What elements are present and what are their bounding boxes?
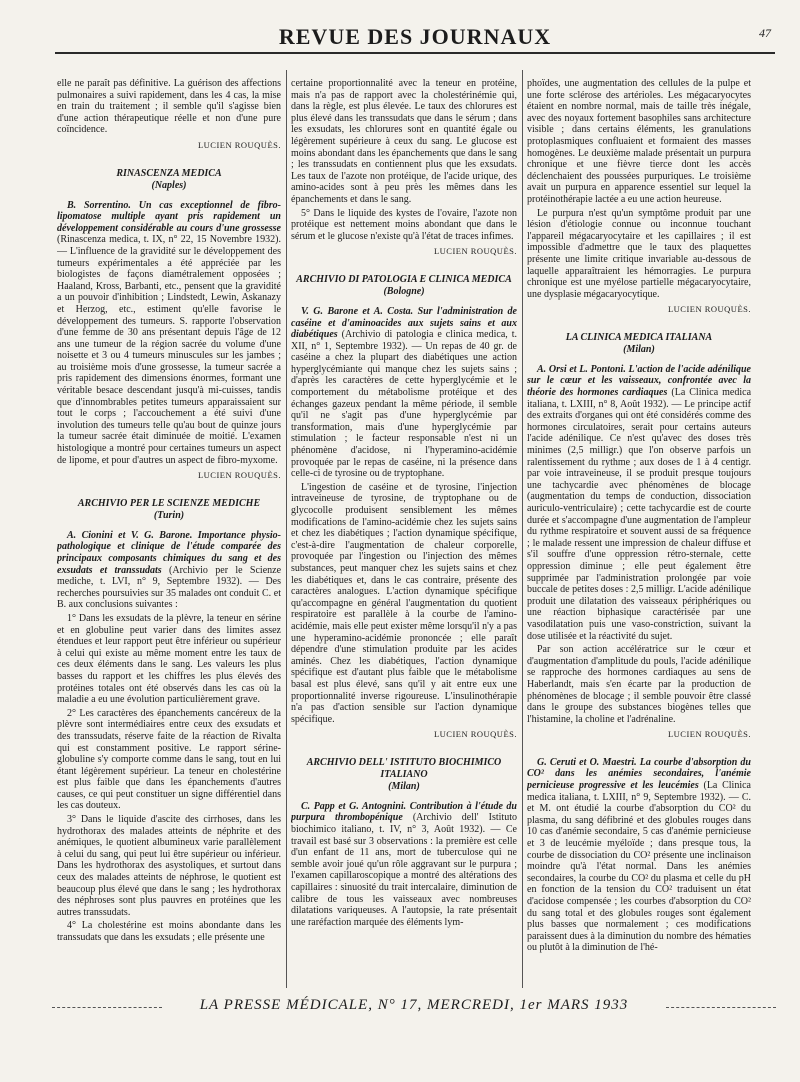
paragraph: 1° Dans les exsudats de la plèvre, la teneur en sérine et en globuline peut varier dans des limites assez étendues et leur rapport peut être inférieur ou supérieur à celui qui existe au même moment entre les taux de ces deux éléments dans le sang. Les valeurs les plus basses du rapport et les chiffres les plus élevés des protéines totales ont été observés dans les cas où la maladie a eu une évolution particulièrement grave. [57,612,281,706]
article-paragraph [57,530,281,611]
article-text: (Archivio dell' Istituto biochimico italiano, t. IV, n° 3, Août 1932). — Ce travail est basé sur 3 observations : la première est celle d'un enfant de 11 ans, mort de tuberculose qui ne semble avoir joué qu'un rôle aggravant sur le purpura ; l'examen capillaroscopique a montré des altérations des capillaires : sinuosité du trait intercalaire, diminution de calibre de tous les vaisseaux avec nombreuses dilatations variqueuses. A l'autopsie, la rate présentait une raréfaction marquée des éléments lym- [291,812,517,928]
article-paragraph [527,757,751,954]
page-footer [52,997,776,1017]
article-title: G. Ceruti et O. Maestri. La courbe d'absorption du CO² dans les anémies secondaires, l'anémie pernicieuse progressive et les leucémies [527,756,751,792]
article-paragraph [291,306,517,480]
page-number: 47 [759,26,771,40]
column-3 [527,78,751,986]
journal-city: (Milan) [388,780,420,792]
journal-city: (Turin) [153,509,185,521]
journal-city: (Bologne) [383,285,425,297]
author-signature: LUCIEN ROUQUÈS. [667,729,751,740]
article-title: A. Cionini et V. G. Barone. Importance physio-pathologique et clinique de l'étude comparée des principaux composants chimiques du sang et des exsudats et transsudats [57,529,281,576]
journal-heading: LA CLINICA MEDICA ITALIANA [565,331,713,343]
article-text: (Rinascenza medica, t. IX, n° 22, 15 Novembre 1932). — L'influence de la gravidité sur le développement des tumeurs expérimentales a été appréciée par les biologistes de façons diamétralement opposées ; Haaland, Kross, Barbanti, etc., pensent que la gravidité a un pouvoir d'inhibition ; Lindstedt, Lewin, Askanazy et Herzog, etc., estiment qu'elle favorise le développement des tumeurs. S. rapporte l'observation d'une femme de 30 ans présentant depuis l'âge de 12 ans une tumeur de la région sacrée du volume d'une noisette et 3 ou 4 tumeurs minuscules sur les jambes ; au troisième mois d'une grossesse, la tumeur sacrée a pris rapidement des dimensions énormes, formant une véritable besace descendant jusqu'à mi-cuisses, tandis que d'innombrables petites tumeurs apparaissaient sur tout le corps ; l'accouchement a été suivi d'une involution des tumeurs telle qu'au bout de quinze jours la tumeur sacrée était diminuée de moitié. L'examen histologique a montré pour certaines tumeurs un aspect de lipome, et pour d'autres un aspect de fibro-myxome. [57,234,281,466]
article-title: B. Sorrentino. Un cas exceptionnel de fibro-lipomatose multiple ayant pris rapidement un développement considérable au cours d'une grossesse [57,199,281,234]
article-paragraph [291,801,517,929]
column-2 [291,78,517,986]
journal-section-title: REVUE DES JOURNAUX [278,24,552,49]
article-title: C. Papp et G. Antognini. Contribution à l'étude du purpura thrombopénique [291,800,517,824]
paragraph: elle ne paraît pas définitive. La guérison des affections pulmonaires a suivi rapidement, dans les 4 cas, la mise en train du traitement ; il semble qu'il s'agisse bien d'une action thérapeutique réelle et non d'une pure coïncidence. [57,78,281,136]
column-1 [57,78,281,986]
author-signature: LUCIEN ROUQUÈS. [667,304,751,315]
article-paragraph [57,200,281,467]
journal-city: (Milan) [623,343,655,355]
paragraph: 4° La cholestérine est moins abondante dans les transsudats que dans les exsudats ; elle présente une [57,920,281,943]
article-title: A. Orsi et L. Pontoni. L'action de l'acide adénilique sur le cœur et les vaisseaux, confrontée avec la théorie des hormones cardiaques [527,363,751,399]
author-signature: LUCIEN ROUQUÈS. [197,139,281,150]
author-signature: LUCIEN ROUQUÈS. [433,246,517,257]
paragraph: 2° Les caractères des épanchements cancéreux de la plèvre sont intermédiaires entre ceux des exsudats et des transsudats, réserve faite de la réaction de Rivalta qui est constamment positive. Le rapport sérine-globuline s'y comporte comme dans le sang, tout en lui étant légèrement supérieur. La teneur en cholestérine est plus faible que dans les épanchements d'autres causes, ce qui peut constituer un signe différentiel dans les cas douteux. [57,707,281,812]
paragraph: 5° Dans le liquide des kystes de l'ovaire, l'azote non protéique est nettement moins abondant que dans le sérum et le glucose n'existe qu'à l'état de traces infimes. [291,207,517,242]
journal-city: (Naples) [151,179,187,191]
publication-line: LA PRESSE MÉDICALE, N° 17, MERCREDI, 1er MARS 1933 [199,997,629,1013]
article-text: (Archivio di patologia e clinica medica, t. XII, n° 1, Septembre 1932). — Un repas de 40 gr. de caséine a chez la plupart des diabétiques une action hyperglycémiante qui manque chez les sujets sains ; d'après les caractères de cette hyperglycémie et le comportement du métabolisme protéique et des échanges gazeux pendant la même période, il semble qu'il ne s'agit pas d'une hyperglycémie par transformation, mais d'une hyperglycémie par stimulation ; le facteur responsable n'est ni un phénomène d'acidose, ni l'hyperamino-acidémie provoquée par le repas de caséine, ni la présence dans celle-ci de tyrosine ou de tryptophane. [291,329,517,480]
journal-heading: ARCHIVIO DI PATOLOGIA E CLINICA MEDICA [296,273,512,285]
article-paragraph [527,364,751,642]
paragraph: certaine proportionnalité avec la teneur en protéine, mais n'a pas de rapport avec la cholestérinémie qui, dans la règle, est plus élevée. Le taux des chlorures est plus élevé dans les transsudats que dans le sérum ; dans les exsudats, les chlorures sont en quantité égale ou légèrement supérieure à ceux du sang. Le glucose est moins abondant dans les épanchements que dans le sang ; les transsudats en contiennent plus que les exsudats. Les taux de l'azote non protéique, de l'acide urique, des amino-acides sont à peu près les mêmes dans les épanchements et dans le sang. [291,78,517,205]
author-signature: LUCIEN ROUQUÈS. [433,729,517,740]
journal-heading: RINASCENZA MEDICA [116,167,222,179]
journal-heading: ARCHIVIO DELL' ISTITUTO BIOCHIMICO ITALIANO [306,756,502,780]
paragraph: Le purpura n'est qu'un symptôme produit par une lésion d'étiologie connue ou inconnue touchant l'appareil mégacaryocytaire et les capillaires ; il est impossible d'admettre que le taux des plaquettes présente une limite critique invariable au-dessous de laquelle apparaîtraient les hémorragies. Le purpura chronique est une myélose partielle mégacaryocytaire, une dysplasie mégacaryocytique. [527,207,751,300]
article-text: (La Clinica medica italiana, t. LXIII, n° 8, Août 1932). — Le principe actif des extraits d'organes qui ont été considérés comme des hormones circulatoires, serait pour certains auteurs l'acide adénilique. Ce n'est qu'avec des doses très minimes (2,5 milligr.) que l'on observe parfois un ralentissement du rythme ; aux doses de 1 à 4 centigr. par voie intraveineuse, il se produit presque toujours une tachycardie avec phénomènes de blocage (augmentation du temps de conduction, dissociation auriculo-ventriculaire) ; cette tachycardie est de courte durée et s'accompagne d'une augmentation de l'ampleur du rythme respiratoire et souvent aussi de sa fréquence ; le malade ressent une impression de chaleur diffuse et s'il souffre d'une oppression rétro-sternale, cette oppression diminue ; elle peut également être supprimée par l'administration prolongée par voie buccale de petites doses : 2,5 milligr. L'acide adénilique produit une dilatation des vaisseaux périphériques ou une réaction biphasique caractérisée par une vasodilatation puis une vaso-constriction, suivant la dose utilisée et la réactivité du sujet. [527,387,751,642]
author-signature: LUCIEN ROUQUÈS. [197,470,281,481]
paragraph: Par son action accélératrice sur le cœur et d'augmentation d'amplitude du pouls, l'acide adénilique se rapproche des hormones cardiaques au sens de Haberlandt, mais s'en écarte par la production de phénomènes de blocage ; il semble pouvoir être classé dans le groupe des substances biogènes telles que l'histamine, la choline et l'adrénaline. [527,644,751,725]
paragraph: L'ingestion de caséine et de tyrosine, l'injection intraveineuse de tyrosine, de tryptophane ou de glycocolle produisent sensiblement les mêmes modifications de l'amino-acidémie chez les sujets sains et chez les diabétiques ; l'action dynamique spécifique, c'est-à-dire l'augmentation de chaleur corporelle, provoquée par l'ingestion ou l'injection des mêmes substances, peut manquer chez les sujets sains et chez les diabétiques et, dans le cas contraire, présente des caractères analogues. L'action dynamique spécifique qu'accompagne en général l'augmentation du quotient respiratoire est parallèle à la courbe de l'amino-acidémie, mais elle peut exister même lorsqu'il n'y a pas une hyperamino-acidémie prononcée ; elle paraît dépendre d'une stimulation produite par les acides aminés. Chez les diabétiques, l'action dynamique spécifique est d'autant plus faible que le métabolisme basal est plus élevé, sans qu'il y ait entre eux une proportionnalité inverse rigoureuse. L'insulinothérapie n'a pas d'action sensible sur l'action dynamique spécifique. [291,481,517,725]
article-text: (La Clinica medica italiana, t. LXIII, n° 9, Septembre 1932). — C. et M. ont étudié la courbe d'absorption du CO² du plasma, du sang défibriné et des globules rouges dans 10 cas d'anémie secondaire, 5 cas d'anémie pernicieuse et 3 de leucémie myéloïde ; dans presque tous, la courbe de dissociation du CO² présente une inclinaison moindre qu'à l'état normal. Dans les anémies secondaires, la courbe du CO² du plasma et celle du pH en fonction de la tension du CO² traduisent un état d'acidose compensée ; les courbes d'absorption du CO² du sang total et des globules rouges sont également plus basses que normalement ; ces modifications paraissent dues à la diminution du nombre des hématies ou plutôt à la diminution de l'hé- [527,780,751,954]
journal-heading: ARCHIVIO PER LE SCIENZE MEDICHE [77,497,261,509]
article-title: V. G. Barone et A. Costa. Sur l'administration de caséine et d'aminoacides aux sujets sains et aux diabétiques [291,305,517,341]
article-text: (Archivio per le Scienze mediche, t. LVI, n° 9, Septembre 1932). — Des recherches poursuivies sur 35 malades ont conduit C. et B. aux conclusions suivantes : [57,564,281,611]
page-header [55,22,775,54]
article-columns [57,78,781,986]
paragraph: phoïdes, une augmentation des cellules de la pulpe et une forte sclérose des artérioles. Les mégacaryocytes étaient en nombre normal, mais de taille très inégale, avec des noyaux fortement basophiles sans architecture visible ; dans certains éléments, les granulations protoplasmiques confluaient et formaient des masses homogènes. Le deuxième malade présentait un purpura chronique et une fièvre tierce dont les accès déclenchaient des poussées purpuriques. Le troisième avait un purpura en apparence essentiel sur lequel la protéinothérapie lactée a eu une action heureuse. [527,78,751,205]
paragraph: 3° Dans le liquide d'ascite des cirrhoses, dans les hydrothorax des malades atteints de néphrite et des anémiques, le quotient albumineux varie parallèlement à celui du sang, qui peut lui être supérieur ou inférieur. Dans les hydrothorax des asystoliques, et surtout dans ceux des malades atteints de néphrose, le quotient est beaucoup plus élevé que dans le sang ; les hydrothorax des néphroses sont plus pauvres en protéines que les autres transsudats. [57,814,281,918]
